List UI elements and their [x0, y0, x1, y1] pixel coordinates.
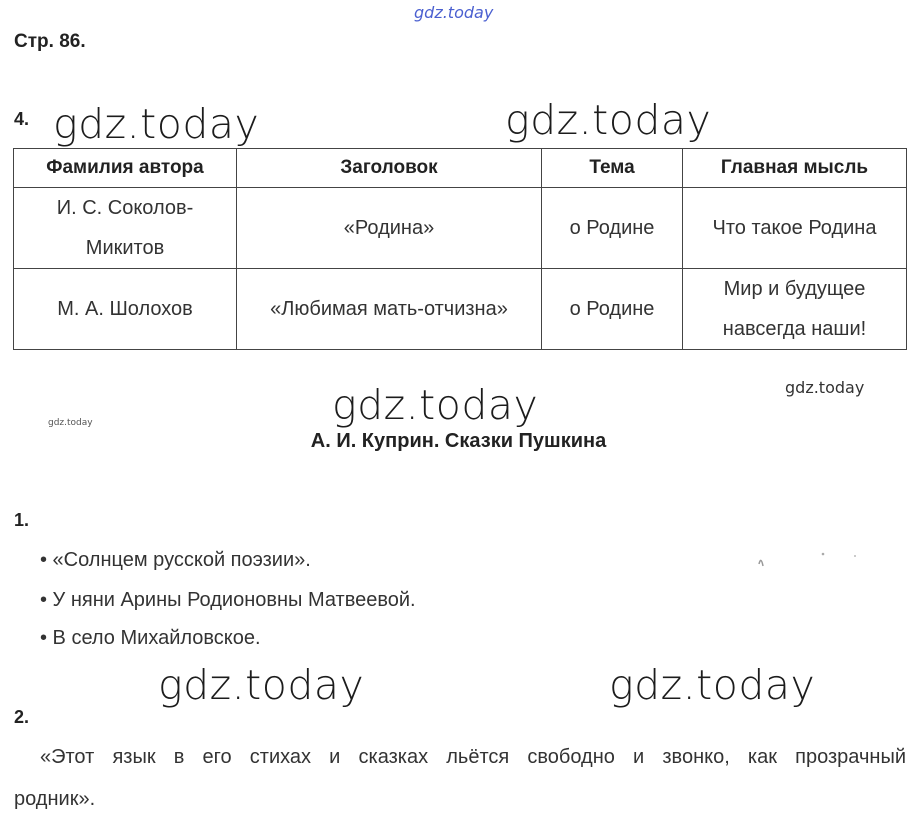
watermark-small: gdz.today: [785, 378, 865, 397]
title-cell: «Родина»: [237, 188, 542, 269]
author-line: М. А. Шолохов: [57, 298, 193, 320]
watermark-large: gdz.today: [505, 96, 712, 144]
title-cell: «Любимая мать-отчизна»: [237, 269, 542, 350]
watermark-large: gdz.today: [53, 100, 260, 148]
column-header: Главная мысль: [683, 149, 907, 188]
table-row: [14, 269, 907, 350]
faint-scribble-mark: [755, 550, 875, 570]
watermark-large: gdz.today: [609, 661, 816, 709]
list-item: • У няни Арины Родионовны Матвеевой.: [40, 589, 416, 611]
idea-line: навсегда наши!: [722, 318, 867, 340]
answer-text-line: родник».: [14, 788, 96, 810]
list-item: • «Солнцем русской поэзии».: [40, 549, 311, 571]
answer-text-line: «Этот язык в его стихах и сказках льётся свободно и звонко, как прозрачный: [40, 746, 906, 768]
author-line: Микитов: [85, 237, 165, 259]
task-number: 4.: [14, 109, 30, 129]
idea-cell: [683, 188, 907, 269]
watermark-large: gdz.today: [158, 661, 365, 709]
table-row: [14, 188, 907, 269]
authors-table: [13, 148, 907, 350]
idea-line: Мир и будущее: [723, 278, 866, 300]
question-number: 1.: [14, 510, 30, 530]
theme-cell: о Родине: [542, 269, 683, 350]
table-header-row: [14, 149, 907, 188]
column-header: Заголовок: [237, 149, 542, 188]
watermark-top: gdz.today: [414, 3, 494, 22]
watermark-tiny: gdz.today: [48, 418, 93, 428]
column-header: Тема: [542, 149, 683, 188]
watermark-large: gdz.today: [332, 381, 539, 429]
author-cell: [14, 188, 237, 269]
column-header: Фамилия автора: [14, 149, 237, 188]
idea-line: Что такое Родина: [712, 217, 877, 239]
question-number: 2.: [14, 707, 30, 727]
section-title: А. И. Куприн. Сказки Пушкина: [310, 430, 607, 452]
author-cell: [14, 269, 237, 350]
author-line: И. С. Соколов-: [56, 197, 194, 219]
page-number-label: Стр. 86.: [14, 31, 86, 52]
list-item: • В село Михайловское.: [40, 627, 261, 649]
theme-cell: о Родине: [542, 188, 683, 269]
idea-cell: [683, 269, 907, 350]
